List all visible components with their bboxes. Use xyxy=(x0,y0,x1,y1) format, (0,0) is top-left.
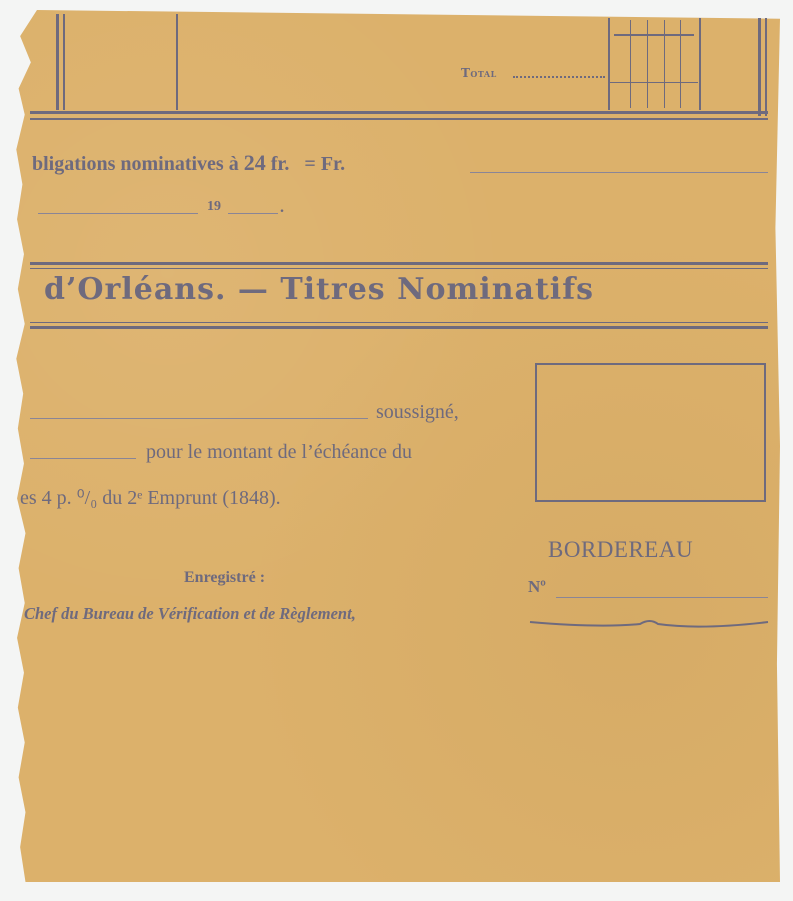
table-right-edge-rule-b xyxy=(765,18,767,116)
undersigned-fill-line xyxy=(30,418,368,419)
number-label: Nº xyxy=(528,577,546,596)
table-bottom-rule-b xyxy=(30,118,768,120)
chef-bureau-signature-line: Chef du Bureau de Vérification et de Règlement, xyxy=(24,604,356,623)
total-dotted-leader xyxy=(513,76,605,78)
total-grid-col-4 xyxy=(680,20,681,108)
emprunt-text: es 4 p. ⁰/₀ du 2ᵉ Emprunt (1848). xyxy=(20,487,281,509)
total-grid-top-rule xyxy=(614,34,694,36)
year-prefix: 19 xyxy=(207,199,221,214)
total-grid-col-1 xyxy=(630,20,631,108)
section-title: d’Orléans. — Titres Nominatifs xyxy=(44,272,594,307)
title-bottom-thin-rule xyxy=(30,322,768,323)
table-right-edge-rule-a xyxy=(758,18,761,116)
total-grid-mid-rule xyxy=(610,82,698,83)
date-fill-line-left xyxy=(38,213,198,214)
title-top-thin-rule xyxy=(30,268,768,269)
equals-sign: = xyxy=(304,153,316,175)
table-column-rule xyxy=(176,14,178,110)
obligation-amount: 24 xyxy=(243,150,266,175)
total-grid-col-2 xyxy=(647,20,648,108)
stamp-box xyxy=(535,363,766,502)
date-fill-line-right xyxy=(228,213,278,214)
table-left-double-rule-b xyxy=(63,14,65,110)
title-top-rule xyxy=(30,262,768,265)
date-period: . xyxy=(280,199,284,216)
francs-abbrev: fr. xyxy=(270,153,290,175)
amount-fill-line xyxy=(470,172,768,173)
table-bottom-rule-a xyxy=(30,111,768,114)
total-grid-col-3 xyxy=(664,20,665,108)
bordereau-heading: BORDEREAU xyxy=(548,537,694,562)
soussigne-text: soussigné, xyxy=(376,401,459,423)
montant-fill-line xyxy=(30,458,136,459)
obligations-text: bligations nominatives à xyxy=(32,153,239,175)
total-label: Total xyxy=(461,66,497,80)
montant-text: pour le montant de l’échéance du xyxy=(146,441,412,463)
fr-label: Fr. xyxy=(320,153,346,175)
number-fill-line xyxy=(556,597,768,598)
obligations-line xyxy=(32,150,345,176)
enregistre-label: Enregistré : xyxy=(184,569,266,586)
table-left-double-rule-a xyxy=(56,14,59,110)
table-right-column-rule-a xyxy=(608,18,610,110)
title-bottom-rule xyxy=(30,326,768,329)
table-right-column-rule-b xyxy=(699,18,701,110)
